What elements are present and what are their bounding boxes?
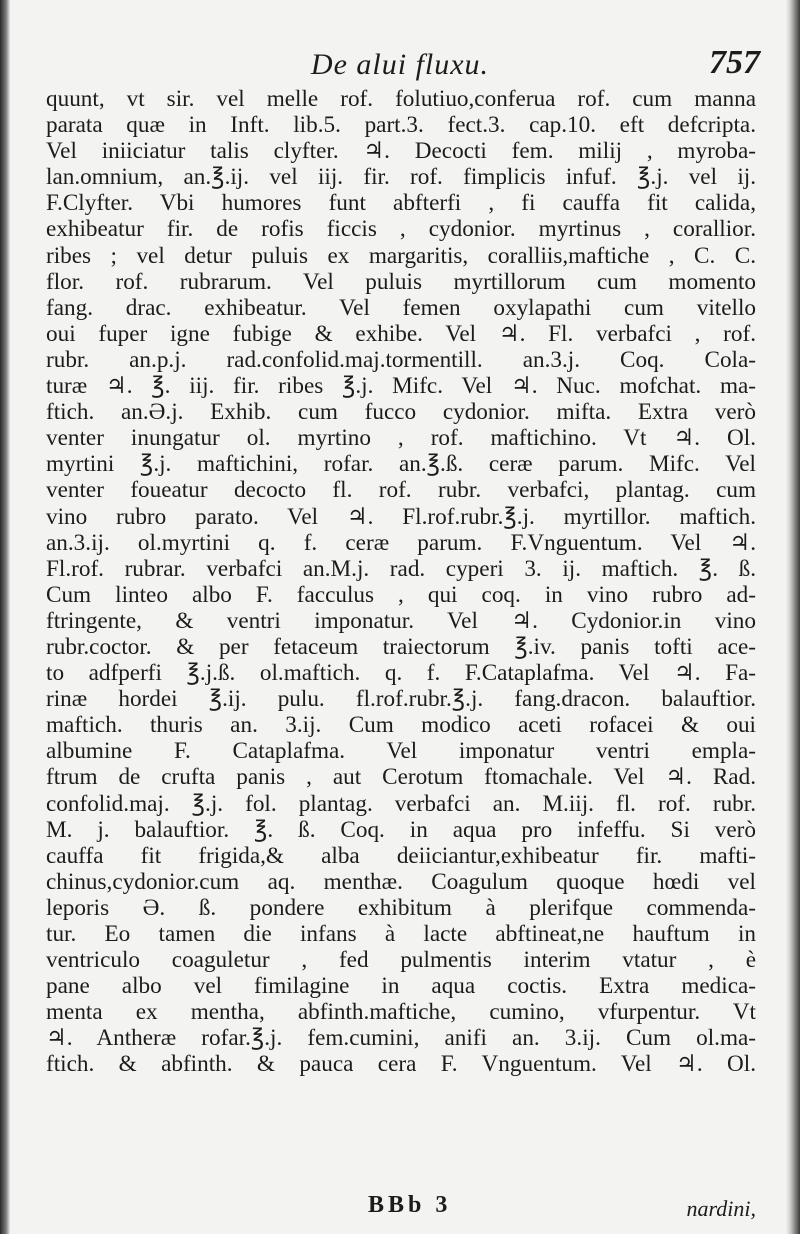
text-line: vino rubro parato. Vel ♃. Fl.rof.rubr.℥.j. myrtillor. maftich. bbox=[46, 503, 756, 530]
text-line: ftrum de crufta panis , aut Cerotum ftomachale. Vel ♃. Rad. bbox=[46, 764, 756, 791]
text-line: rubr.coctor. & per fetaceum traiectorum ℥.iv. panis tofti ace- bbox=[46, 633, 756, 660]
text-line: exhibeatur fir. de rofis ficcis , cydonior. myrtinus , corallior. bbox=[46, 216, 756, 243]
text-line: venter inungatur ol. myrtino , rof. maftichino. Vt ♃. Ol. bbox=[46, 425, 756, 452]
page-number: 757 bbox=[709, 44, 760, 81]
text-line: albumine F. Cataplafma. Vel imponatur ventri empla- bbox=[46, 738, 756, 765]
text-line: rubr. an.p.j. rad.confolid.maj.tormentill. an.3.j. Coq. Cola- bbox=[46, 346, 756, 373]
page-left-edge bbox=[0, 0, 10, 1234]
page-footer bbox=[46, 1192, 756, 1226]
text-line: lan.omnium, an.℥.ij. vel iij. fir. rof. fimplicis infuf. ℥.j. vel ij. bbox=[46, 164, 756, 191]
text-line: venter foueatur decocto fl. rof. rubr. verbafci, plantag. cum bbox=[46, 477, 756, 504]
text-line: flor. rof. rubrarum. Vel puluis myrtillorum cum momento bbox=[46, 268, 756, 295]
text-line: maftich. thuris an. 3.ij. Cum modico aceti rofacei & oui bbox=[46, 712, 756, 739]
text-line: ftich. & abfinth. & pauca cera F. Vnguentum. Vel ♃. Ol. bbox=[46, 1051, 756, 1078]
signature-mark: BBb 3 bbox=[368, 1192, 452, 1218]
text-line: turæ ♃. ℥. iij. fir. ribes ℥.j. Mifc. Vel ♃. Nuc. mofchat. ma- bbox=[46, 373, 756, 400]
text-line: chinus,cydonior.cum aq. menthæ. Coagulum quoque hœdi vel bbox=[46, 868, 756, 895]
text-line: confolid.maj. ℥.j. fol. plantag. verbafci an. M.iij. fl. rof. rubr. bbox=[46, 790, 756, 817]
running-title: De alui fluxu. bbox=[310, 48, 490, 81]
text-line: Vel iniiciatur talis clyfter. ♃. Decocti fem. milij , myroba- bbox=[46, 138, 756, 165]
text-line: Cum linteo albo F. facculus , qui coq. in vino rubro ad- bbox=[46, 581, 756, 608]
text-line: tur. Eo tamen die infans à lacte abftineat,ne hauftum in bbox=[46, 921, 756, 947]
text-line: menta ex mentha, abfinth.maftiche, cumino, vfurpentur. Vt bbox=[46, 999, 756, 1026]
text-line: cauffa fit frigida,& alba deiiciantur,exhibeatur fir. mafti- bbox=[46, 842, 756, 869]
page-header bbox=[40, 44, 760, 92]
text-line: M. j. balauftior. ℥. ß. Coq. in aqua pro infeffu. Si verò bbox=[46, 816, 756, 843]
text-line: ribes ; vel detur puluis ex margaritis, coralliis,maftiche , C. C. bbox=[46, 242, 756, 269]
text-line: myrtini ℥.j. maftichini, rofar. an.℥.ß. ceræ parum. Mifc. Vel bbox=[46, 451, 756, 478]
text-line: an.3.ij. ol.myrtini q. f. ceræ parum. F.Vnguentum. Vel ♃. bbox=[46, 529, 756, 556]
text-line: leporis Ə. ß. pondere exhibitum à plerifque commenda- bbox=[46, 894, 756, 921]
text-line: F.Clyfter. Vbi humores funt abfterfi , fi cauffa fit calida, bbox=[46, 190, 756, 217]
text-line: ftich. an.Ə.j. Exhib. cum fucco cydonior. mifta. Extra verò bbox=[46, 399, 756, 426]
text-line: Fl.rof. rubrar. verbafci an.M.j. rad. cyperi 3. ij. maftich. ℥. ß. bbox=[46, 555, 756, 582]
page-right-edge bbox=[786, 0, 800, 1234]
text-line: oui fuper igne fubige & exhibe. Vel ♃. Fl. verbafci , rof. bbox=[46, 320, 756, 347]
catchword: nardini, bbox=[686, 1196, 756, 1221]
text-line: to adfperfi ℥.j.ß. ol.maftich. q. f. F.Cataplafma. Vel ♃. Fa- bbox=[46, 660, 756, 687]
text-line: ftringente, & ventri imponatur. Vel ♃. Cydonior.in vino bbox=[46, 607, 756, 634]
text-line: parata quæ in Inft. lib.5. part.3. fect.3. cap.10. eft defcripta. bbox=[46, 112, 756, 139]
text-block bbox=[46, 86, 756, 1078]
text-line: quunt, vt sir. vel melle rof. folutiuo,conferua rof. cum manna bbox=[46, 86, 756, 112]
text-line: ♃. Antheræ rofar.℥.j. fem.cumini, anifi an. 3.ij. Cum ol.ma- bbox=[46, 1025, 756, 1052]
text-line: fang. drac. exhibeatur. Vel femen oxylapathi cum vitello bbox=[46, 294, 756, 321]
text-line: ventriculo coaguletur , fed pulmentis interim vtatur , è bbox=[46, 947, 756, 974]
text-line: rinæ hordei ℥.ij. pulu. fl.rof.rubr.℥.j. fang.dracon. balauftior. bbox=[46, 686, 756, 713]
text-line: pane albo vel fimilagine in aqua coctis. Extra medica- bbox=[46, 973, 756, 1000]
